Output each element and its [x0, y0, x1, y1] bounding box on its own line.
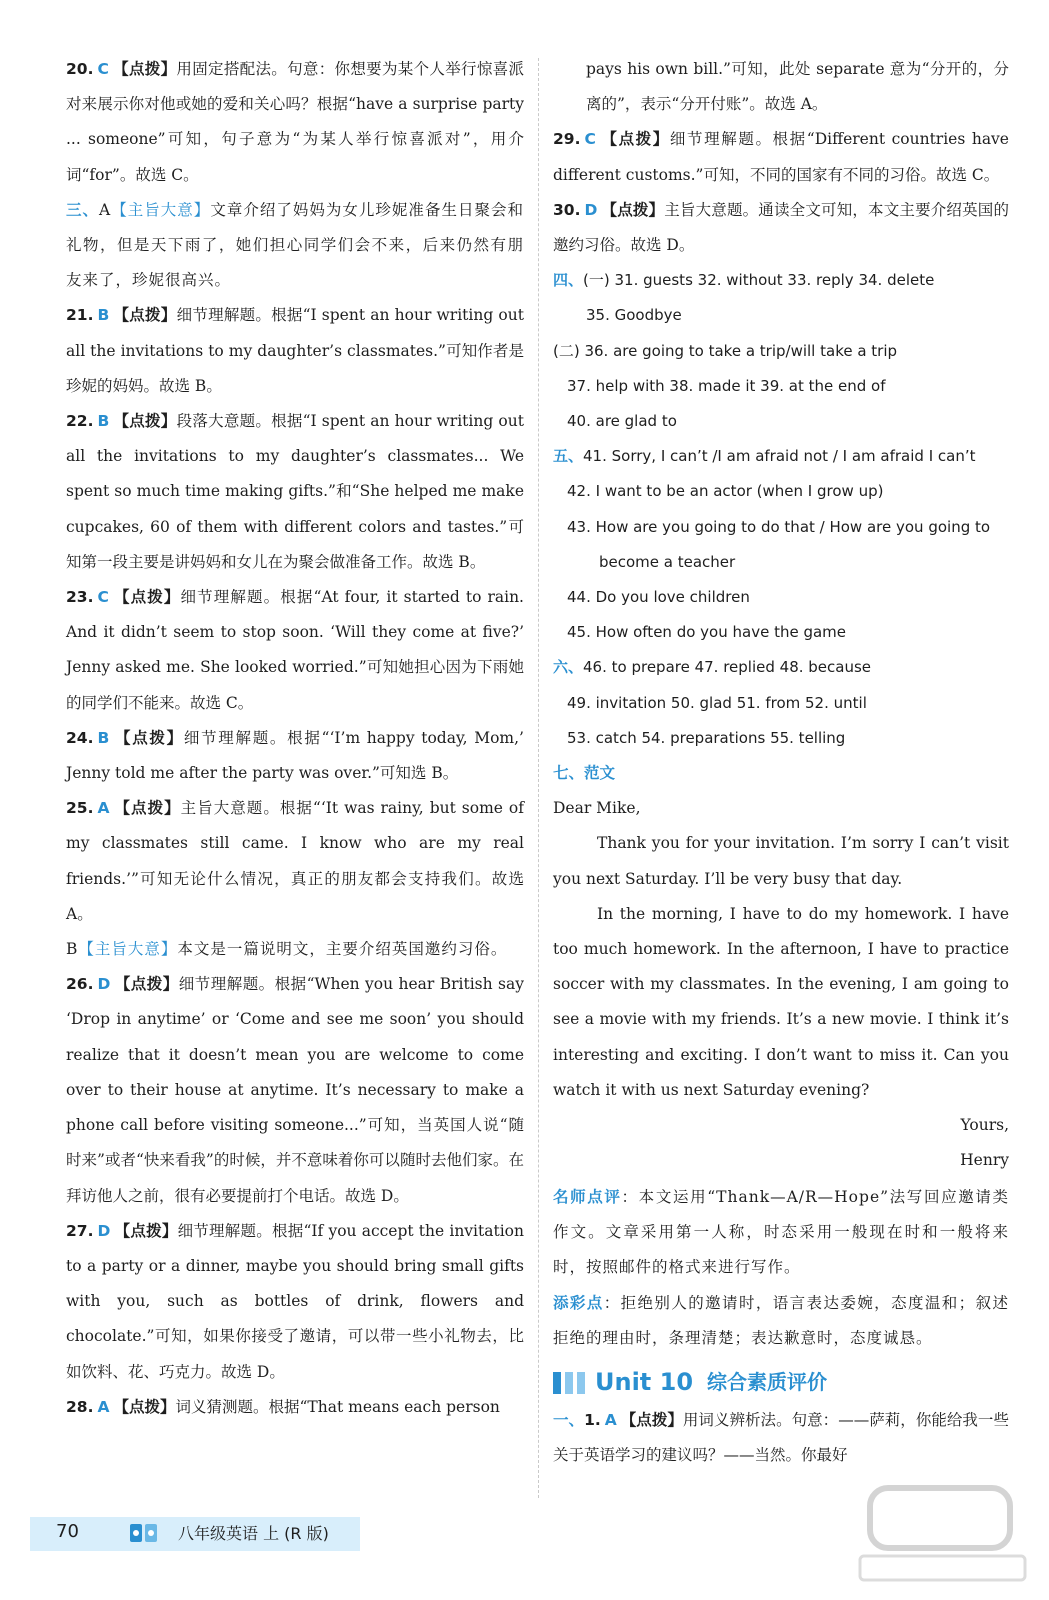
answer-letter: C	[584, 130, 596, 149]
answer-line: (一) 31. guests 32. without 33. reply 34. delete	[583, 271, 935, 290]
item-number: 20.	[66, 60, 94, 78]
answer-24	[66, 721, 524, 791]
answer-line: 41. Sorry, I can’t /I am afraid not / I am afraid I can’t	[583, 447, 976, 466]
item-number: 24.	[66, 728, 94, 747]
hint-tag: 【点拨】	[620, 1410, 683, 1429]
essay-closing: Yours,	[960, 1116, 1009, 1135]
highlight-points	[553, 1285, 1009, 1356]
teacher-comment	[553, 1179, 1009, 1286]
watermark-icon	[850, 1478, 1030, 1588]
hint-tag: 【点拨】	[114, 1221, 178, 1240]
section-5	[553, 439, 1009, 650]
answer-letter: D	[584, 200, 598, 219]
item-number: 26.	[66, 975, 94, 994]
section-label: B	[66, 940, 79, 959]
item-number: 23.	[66, 588, 94, 607]
unit-bar-icon	[577, 1372, 585, 1394]
left-column	[66, 52, 524, 1425]
section-4	[553, 263, 1009, 439]
answer-letter: B	[97, 412, 110, 431]
answer-28-continued: pays his own bill.”可知，此处 separate 意为“分开的，分离的”，表示“分开付账”。故选 A。	[586, 60, 1009, 114]
explanation: 词义猜测题。根据“That means each person	[175, 1397, 500, 1416]
book-title: 八年级英语 上 (R 版)	[178, 1524, 329, 1543]
highlight-text: ：拒绝别人的邀请时，语言表达委婉，态度温和；叙述拒绝的理由时，条理清楚；表达歉意时，态度诚恳。	[553, 1294, 1009, 1348]
section-b-summary	[66, 932, 524, 967]
answer-letter: D	[97, 1221, 111, 1240]
column-divider	[538, 58, 539, 1498]
item-number: 21.	[66, 306, 94, 325]
explanation: 用词义辨析法。句意：——萨莉，你能给我一些关于英语学习的建议吗？——当然。你最好	[553, 1410, 1009, 1464]
summary-text: 文章介绍了妈妈为女儿珍妮准备生日聚会和礼物，但是天下雨了，她们担心同学们会不来，后来仍然有朋友来了，珍妮很高兴。	[66, 200, 524, 290]
answer-20	[66, 52, 524, 193]
answer-letter: A	[97, 799, 110, 818]
essay-paragraph-2: In the morning, I have to do my homework. I have too much homework. In the afternoon, I have to practice soccer with my classmates. In the evening, I am going to see a movie with my friends. It’s a new movie. I think it’s interesting and exciting. I don’t want to miss it. Can you watch it with us next Saturday evening?	[553, 904, 1009, 1099]
answer-line: 44. Do you love children	[567, 588, 750, 607]
section-label: 四、	[553, 271, 584, 290]
explanation: 主旨大意题。根据“‘It was rainy, but some of my classmates still came. I know who are my real friends.’”可知无论什么情况，真正的朋友都会支持我们。故选 A。	[66, 799, 524, 923]
answer-line: 46. to prepare 47. replied 48. because	[583, 658, 872, 677]
essay-signature: Henry	[960, 1151, 1009, 1170]
explanation: 段落大意题。根据“I spent an hour writing out all the invitations to my daughter’s classmates... We spent so much time making gifts.”和“She helped me make cupcakes, 60 of them with different colors and tastes.”可知第一段主要是讲妈妈和女儿在为聚会做准备工作。故选 B。	[66, 412, 524, 571]
highlight-label: 添彩点	[553, 1293, 604, 1313]
unit-subtitle: 综合素质评价	[707, 1369, 828, 1394]
answer-letter: C	[97, 60, 109, 78]
answer-letter: A	[99, 200, 112, 219]
answer-21	[66, 298, 524, 404]
explanation: 细节理解题。根据“If you accept the invitation to a party or a dinner, maybe you should bring small gifts with you, such as bottles of drink, flowers and chocolate.”可知，如果你接受了邀请，可以带一些小礼物去，比如饮料、花、巧克力。故选 D。	[66, 1221, 524, 1381]
hint-tag: 【点拨】	[113, 412, 177, 431]
summary-text: 本文是一篇说明文，主要介绍英国邀约习俗。	[177, 940, 508, 959]
unit-bar-icon	[553, 1372, 561, 1394]
answer-23	[66, 580, 524, 721]
section-label: 五、	[553, 447, 584, 466]
explanation: 主旨大意题。通读全文可知，本文主要介绍英国的邀约习俗。故选 D。	[553, 200, 1009, 255]
comment-text: ：本文运用“Thank—A/R—Hope”法写回应邀请类作文。文章采用第一人称，时态采用一般现在时和一般将来时，按照邮件的格式来进行写作。	[553, 1187, 1009, 1276]
section-label: 六、	[553, 658, 584, 677]
hint-tag: 【点拨】	[601, 200, 665, 219]
answer-letter: A	[97, 1397, 110, 1416]
item-number: 25.	[66, 799, 94, 818]
item-number: 30.	[553, 200, 581, 219]
answer-22	[66, 404, 524, 580]
answer-line: 37. help with 38. made it 39. at the end of	[567, 376, 886, 395]
section-label: 一、	[553, 1410, 585, 1429]
hint-tag: 【点拨】	[112, 588, 181, 607]
answer-25	[66, 791, 524, 932]
explanation: 细节理解题。根据“‘I’m happy today, Mom,’ Jenny told me after the party was over.”可知选 B。	[66, 728, 524, 783]
answer-line: 49. invitation 50. glad 51. from 52. until	[567, 693, 867, 712]
answer-line: 40. are glad to	[567, 412, 677, 431]
section-3-summary	[66, 193, 524, 299]
answer-line: 45. How often do you have the game	[567, 623, 847, 642]
item-number: 1.	[584, 1410, 601, 1429]
answer-line: 53. catch 54. preparations 55. telling	[567, 728, 846, 747]
answer-27	[66, 1214, 524, 1390]
answer-line: (二) 36. are going to take a trip/will take a trip	[553, 341, 898, 360]
explanation: 用固定搭配法。句意：你想要为某个人举行惊喜派对来展示你对他或她的爱和关心吗？根据“have a surprise party ... someone”可知，句子意为“为某人举行惊喜派对”，用介词“for”。故选 C。	[66, 60, 524, 184]
unit-header	[553, 1363, 1009, 1403]
unit-bar-icon	[565, 1372, 573, 1394]
answer-30	[553, 193, 1009, 263]
item-number: 27.	[66, 1221, 94, 1240]
sample-essay	[553, 791, 1009, 1178]
comment-label: 名师点评	[553, 1186, 622, 1206]
summary-tag: 【主旨大意】	[78, 940, 178, 959]
hint-tag: 【点拨】	[113, 306, 177, 325]
page-number: 70	[56, 1521, 79, 1542]
answer-line: become a teacher	[599, 552, 736, 571]
item-number: 28.	[66, 1397, 94, 1416]
section-label: 三、	[66, 200, 100, 219]
unit-title: Unit 10	[595, 1367, 694, 1396]
explanation: 细节理解题。根据“When you hear British say ‘Drop in anytime’ or ‘Come and see me soon’ you should realize that it doesn’t mean you are welcome to come over to their house at anytime. It’s necessary to make a phone call before visiting someone...”可知，当英国人说“随时来”或者“快来看我”的时候，并不意味着你可以随时去他们家。在拜访他人之前，很有必要提前打个电话。故选 D。	[66, 975, 524, 1205]
answer-letter: C	[97, 588, 109, 607]
hint-tag: 【点拨】	[113, 799, 181, 818]
section-6	[553, 650, 1009, 756]
answer-unit10-1	[553, 1403, 1009, 1473]
answer-letter: D	[97, 975, 111, 994]
hint-tag: 【点拨】	[599, 130, 670, 149]
right-column	[553, 52, 1009, 1473]
section-7-label: 七、范文	[553, 764, 616, 783]
explanation: 细节理解题。根据“Different countries have different customs.”可知，不同的国家有不同的习俗。故选 C。	[553, 130, 1009, 184]
answer-letter: B	[97, 728, 110, 747]
answer-26	[66, 967, 524, 1213]
essay-greeting: Dear Mike,	[553, 799, 641, 818]
answer-line: 35. Goodbye	[586, 306, 682, 325]
summary-tag: 【主旨大意】	[111, 200, 211, 219]
hint-tag: 【点拨】	[114, 975, 179, 994]
answer-line: 43. How are you going to do that / How are you going to	[567, 517, 991, 536]
answer-letter: B	[97, 306, 110, 325]
item-number: 22.	[66, 412, 94, 431]
explanation: 细节理解题。根据“I spent an hour writing out all the invitations to my daughter’s classmates.”可知作者是珍妮的妈妈。故选 B。	[66, 306, 524, 395]
explanation: 细节理解题。根据“At four, it started to rain. And it didn’t seem to stop soon. ‘Will they come at five?’ Jenny asked me. She looked worried.”可知她担心因为下雨她的同学们不能来。故选 C。	[66, 588, 524, 712]
hint-tag: 【点拨】	[112, 60, 177, 78]
answer-line: 42. I want to be an actor (when I grow up)	[567, 482, 884, 501]
hint-tag: 【点拨】	[113, 1397, 176, 1416]
brand-logo-icon	[128, 1520, 160, 1546]
answer-28	[66, 1390, 524, 1425]
essay-paragraph-1: Thank you for your invitation. I’m sorry I can’t visit you next Saturday. I’ll be very busy that day.	[553, 834, 1009, 888]
answer-letter: A	[604, 1410, 617, 1429]
hint-tag: 【点拨】	[113, 728, 184, 747]
item-number: 29.	[553, 130, 581, 149]
answer-29	[553, 122, 1009, 192]
